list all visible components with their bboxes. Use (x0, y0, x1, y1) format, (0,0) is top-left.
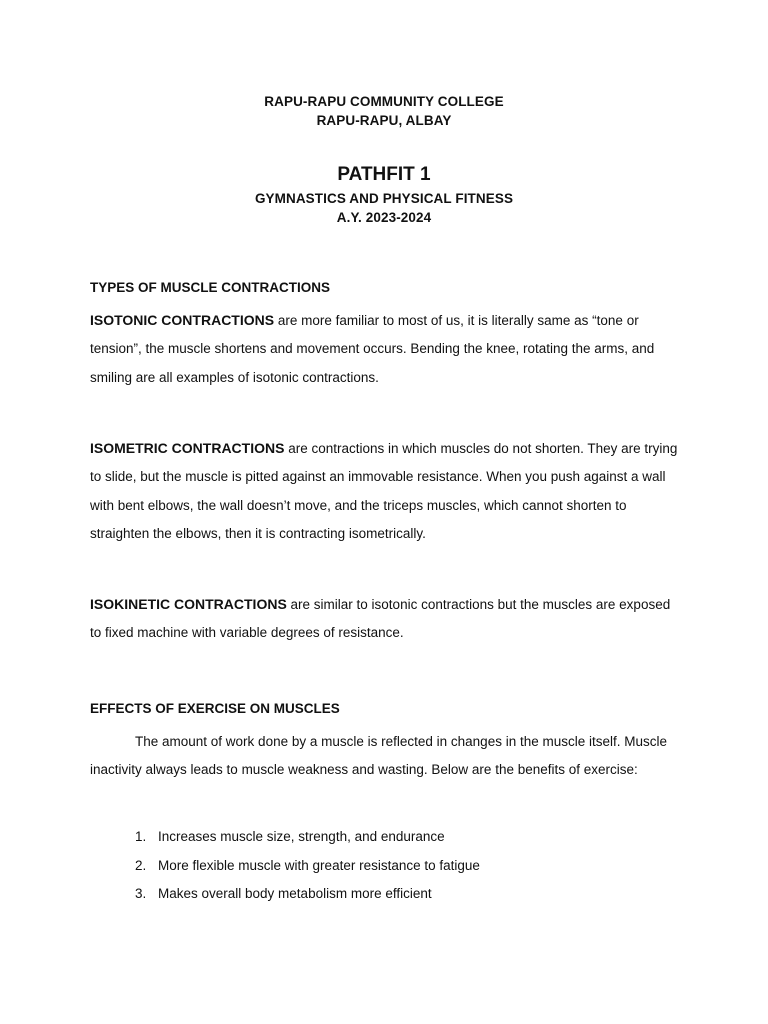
list-item-text: Increases muscle size, strength, and endurance (158, 829, 445, 844)
isokinetic-text: are similar to isotonic contractions but the muscles are exposed to fixed machine with variable degrees of resistance. (90, 597, 671, 641)
list-item (90, 852, 682, 881)
isokinetic-paragraph (90, 590, 682, 648)
isotonic-paragraph (90, 306, 682, 392)
isometric-paragraph (90, 434, 682, 548)
course-subject: GYMNASTICS AND PHYSICAL FITNESS (254, 191, 514, 206)
list-item (90, 823, 682, 852)
isokinetic-term: ISOKINETIC CONTRACTIONS (90, 596, 287, 612)
course-title: PATHFIT 1 (337, 164, 431, 185)
isometric-text: are contractions in which muscles do not shorten. They are trying to slide, but the muscle is pitted against an immovable resistance. When you push against a wall with bent elbows, the wall doesn’t move, and the triceps muscles, which cannot shorten to straighten the elbows, then it is contracting isometrically. (90, 441, 678, 541)
exercise-intro-paragraph: The amount of work done by a muscle is reflected in changes in the muscle itself. Muscle inactivity always leads to muscle weakness and wasting. Below are the benefits of exercise: (90, 734, 668, 778)
academic-year: A.Y. 2023-2024 (336, 210, 432, 225)
list-number: 3. (135, 886, 147, 902)
isotonic-term: ISOTONIC CONTRACTIONS (90, 312, 275, 328)
section-title-effects-of-exercise: EFFECTS OF EXERCISE ON MUSCLES (90, 701, 340, 716)
isotonic-text: are more familiar to most of us, it is literally same as “tone or tension”, the muscle shortens and movement occurs. Bending the knee, rotating the arms, and smiling are all examples of isotonic contractions. (90, 313, 655, 385)
list-number: 1. (135, 829, 147, 844)
college-name: RAPU-RAPU COMMUNITY COLLEGE (264, 94, 504, 109)
list-item-text: More flexible muscle with greater resistance to fatigue (158, 857, 480, 873)
section-title-muscle-contractions: TYPES OF MUSCLE CONTRACTIONS (90, 280, 331, 295)
list-number: 2. (135, 857, 147, 873)
list-item (90, 880, 682, 909)
benefits-list (90, 823, 682, 909)
list-item-text: Makes overall body metabolism more efficient (158, 886, 432, 902)
isometric-term: ISOMETRIC CONTRACTIONS (90, 440, 285, 456)
college-location: RAPU-RAPU, ALBAY (316, 113, 452, 128)
